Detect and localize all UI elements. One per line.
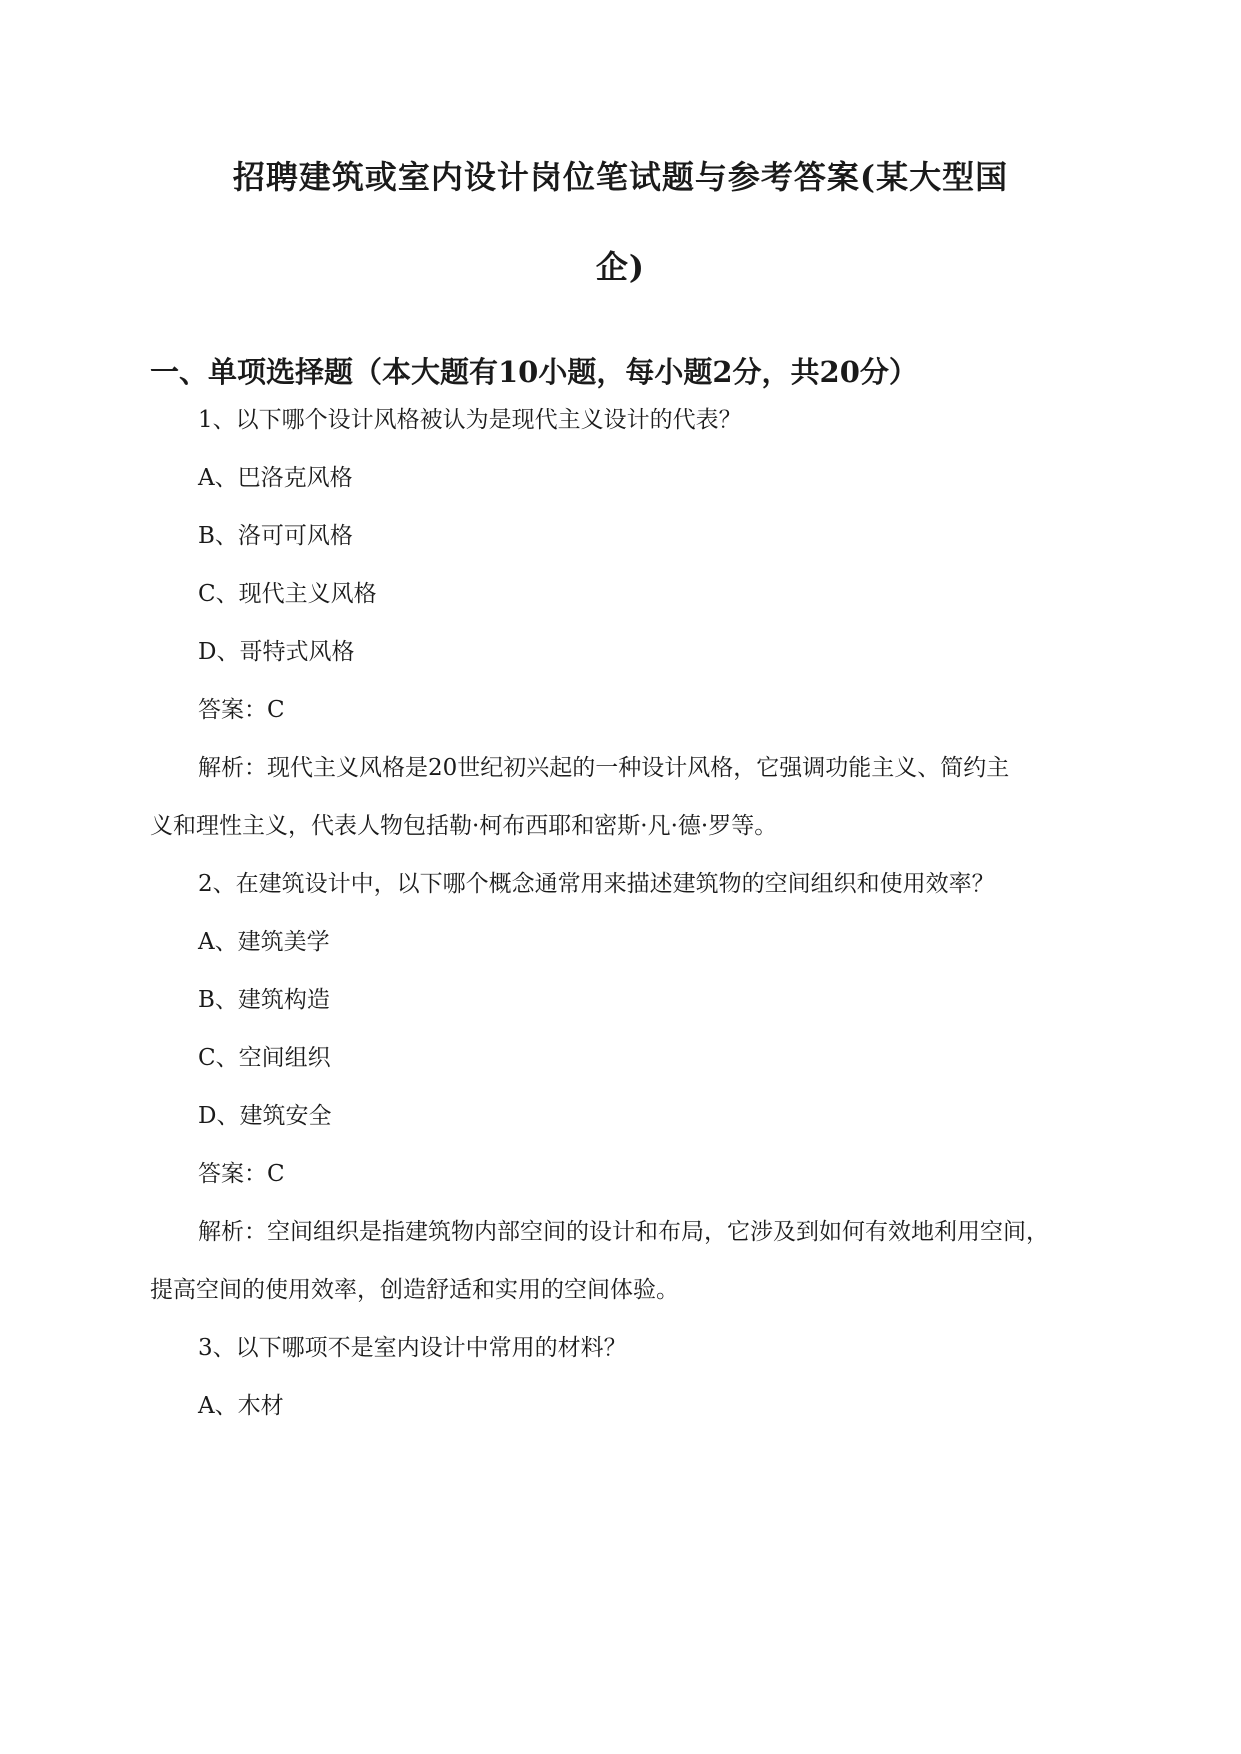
question-2-option-b: B、建筑构造 bbox=[198, 987, 330, 1013]
question-2-stem: 2、在建筑设计中，以下哪个概念通常用来描述建筑物的空间组织和使用效率？ bbox=[198, 871, 995, 897]
question-1-answer: 答案：C bbox=[198, 697, 285, 723]
question-3-option-a: A、木材 bbox=[198, 1393, 284, 1419]
document-title-line-2: 企) bbox=[595, 248, 646, 286]
section-heading: 一、单项选择题（本大题有10小题，每小题2分，共20分） bbox=[150, 355, 918, 389]
question-2-answer: 答案：C bbox=[198, 1161, 285, 1187]
question-1-option-b: B、洛可可风格 bbox=[198, 523, 353, 549]
question-1-option-c: C、现代主义风格 bbox=[198, 581, 377, 607]
question-3-stem: 3、以下哪项不是室内设计中常用的材料？ bbox=[198, 1335, 627, 1361]
question-2-analysis-line-1: 解析：空间组织是指建筑物内部空间的设计和布局，它涉及到如何有效地利用空间， bbox=[198, 1219, 1049, 1245]
question-1-analysis-line-2: 义和理性主义，代表人物包括勒·柯布西耶和密斯·凡·德·罗等。 bbox=[150, 813, 778, 839]
question-2-analysis-line-2: 提高空间的使用效率，创造舒适和实用的空间体验。 bbox=[150, 1277, 679, 1303]
question-2-option-a: A、建筑美学 bbox=[198, 929, 330, 955]
question-1-stem: 1、以下哪个设计风格被认为是现代主义设计的代表？ bbox=[198, 407, 742, 433]
question-1-analysis-line-1: 解析：现代主义风格是20世纪初兴起的一种设计风格，它强调功能主义、简约主 bbox=[198, 755, 1010, 781]
question-1-option-d: D、哥特式风格 bbox=[198, 639, 355, 665]
question-1-option-a: A、巴洛克风格 bbox=[198, 465, 353, 491]
document-title-line-1: 招聘建筑或室内设计岗位笔试题与参考答案(某大型国 bbox=[232, 158, 1009, 196]
question-2-option-d: D、建筑安全 bbox=[198, 1103, 332, 1129]
question-2-option-c: C、空间组织 bbox=[198, 1045, 331, 1071]
